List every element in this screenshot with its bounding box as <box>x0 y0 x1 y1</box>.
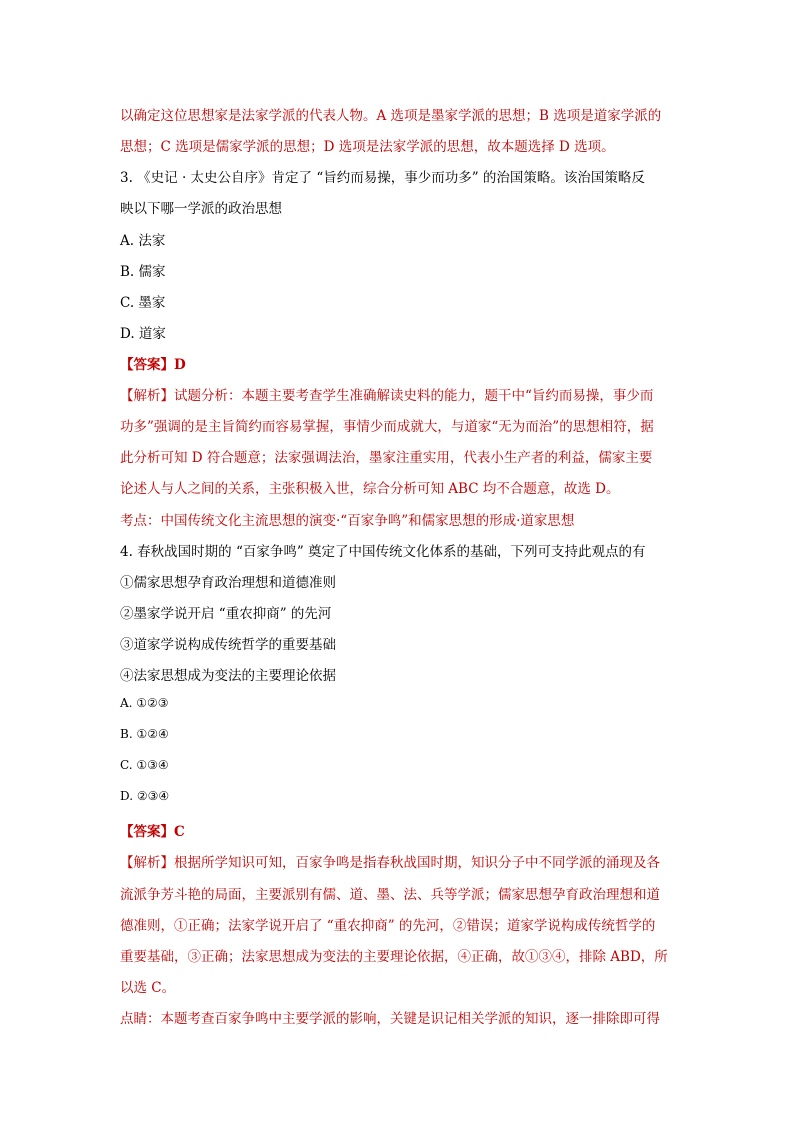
q3-option-d: D. 道家 <box>120 326 166 342</box>
q4-item-1: ①儒家思想孕育政治理想和道德准则 <box>120 575 336 591</box>
q3-stem-line-1: 3. 《史记 · 太史公自序》肯定了 “旨约而易操，事少而功多” 的治国策略。该治国策略反 <box>120 170 645 186</box>
q3-analysis-line-4: 论述人与人之间的关系，主张积极入世，综合分析可知 ABC 均不合题意，故选 D。 <box>120 481 620 497</box>
q4-item-2: ②墨家学说开启 “重农抑商” 的先河 <box>120 606 332 622</box>
q4-item-3: ③道家学说构成传统哲学的重要基础 <box>120 637 336 653</box>
q3-option-a: A. 法家 <box>120 233 166 249</box>
q4-answer: 【答案】C <box>120 824 185 840</box>
q4-option-d: D. ②③④ <box>120 789 170 803</box>
q3-analysis-line-3: 此分析可知 D 符合题意；法家强调法治，墨家注重实用，代表小生产者的利益，儒家主要 <box>120 450 653 466</box>
q4-analysis-line-1: 【解析】根据所学知识可知，百家争鸣是指春秋战国时期，知识分子中不同学派的涌现及各 <box>120 855 660 871</box>
q3-analysis-line-1: 【解析】试题分析：本题主要考查学生准确解读史料的能力，题干中“旨约而易操，事少而 <box>120 388 654 404</box>
q4-item-4: ④法家思想成为变法的主要理论依据 <box>120 668 336 684</box>
q3-kaodian: 考点：中国传统文化主流思想的演变·“百家争鸣”和儒家思想的形成·道家思想 <box>120 513 575 529</box>
q4-analysis-line-4: 重要基础，③正确；法家思想成为变法的主要理论依据，④正确，故①③④，排除 ABD，所 <box>120 949 668 965</box>
q4-stem: 4. 春秋战国时期的 “百家争鸣” 奠定了中国传统文化体系的基础，下列可支持此观点的有 <box>120 544 646 560</box>
intro-line-2: 思想；C 选项是儒家学派的思想；D 选项是法家学派的思想，故本题选择 D 选项。 <box>120 139 615 155</box>
q4-analysis-line-2: 流派争芳斗艳的局面，主要派别有儒、道、墨、法、兵等学派；儒家思想孕育政治理想和道 <box>120 887 660 903</box>
q4-analysis-line-3: 德准则，①正确；法家学说开启了 “重农抑商” 的先河，②错误；道家学说构成传统哲学的 <box>120 918 656 934</box>
q3-answer: 【答案】D <box>120 357 186 373</box>
q4-option-b: B. ①②④ <box>120 727 169 741</box>
q4-option-c: C. ①③④ <box>120 758 169 772</box>
q4-dianjing: 点睛：本题考查百家争鸣中主要学派的影响，关键是识记相关学派的知识，逐一排除即可得 <box>120 1011 660 1027</box>
q3-option-c: C. 墨家 <box>120 295 166 311</box>
q3-analysis-line-2: 功多”强调的是主旨简约而容易掌握，事情少而成就大，与道家“无为而治”的思想相符，据 <box>120 419 654 435</box>
intro-line-1: 以确定这位思想家是法家学派的代表人物。A 选项是墨家学派的思想；B 选项是道家学派的 <box>120 108 662 124</box>
q4-option-a: A. ①②③ <box>120 696 169 710</box>
q3-option-b: B. 儒家 <box>120 264 166 280</box>
q4-analysis-line-5: 以选 C。 <box>120 980 176 996</box>
q3-stem-line-2: 映以下哪一学派的政治思想 <box>120 201 282 217</box>
